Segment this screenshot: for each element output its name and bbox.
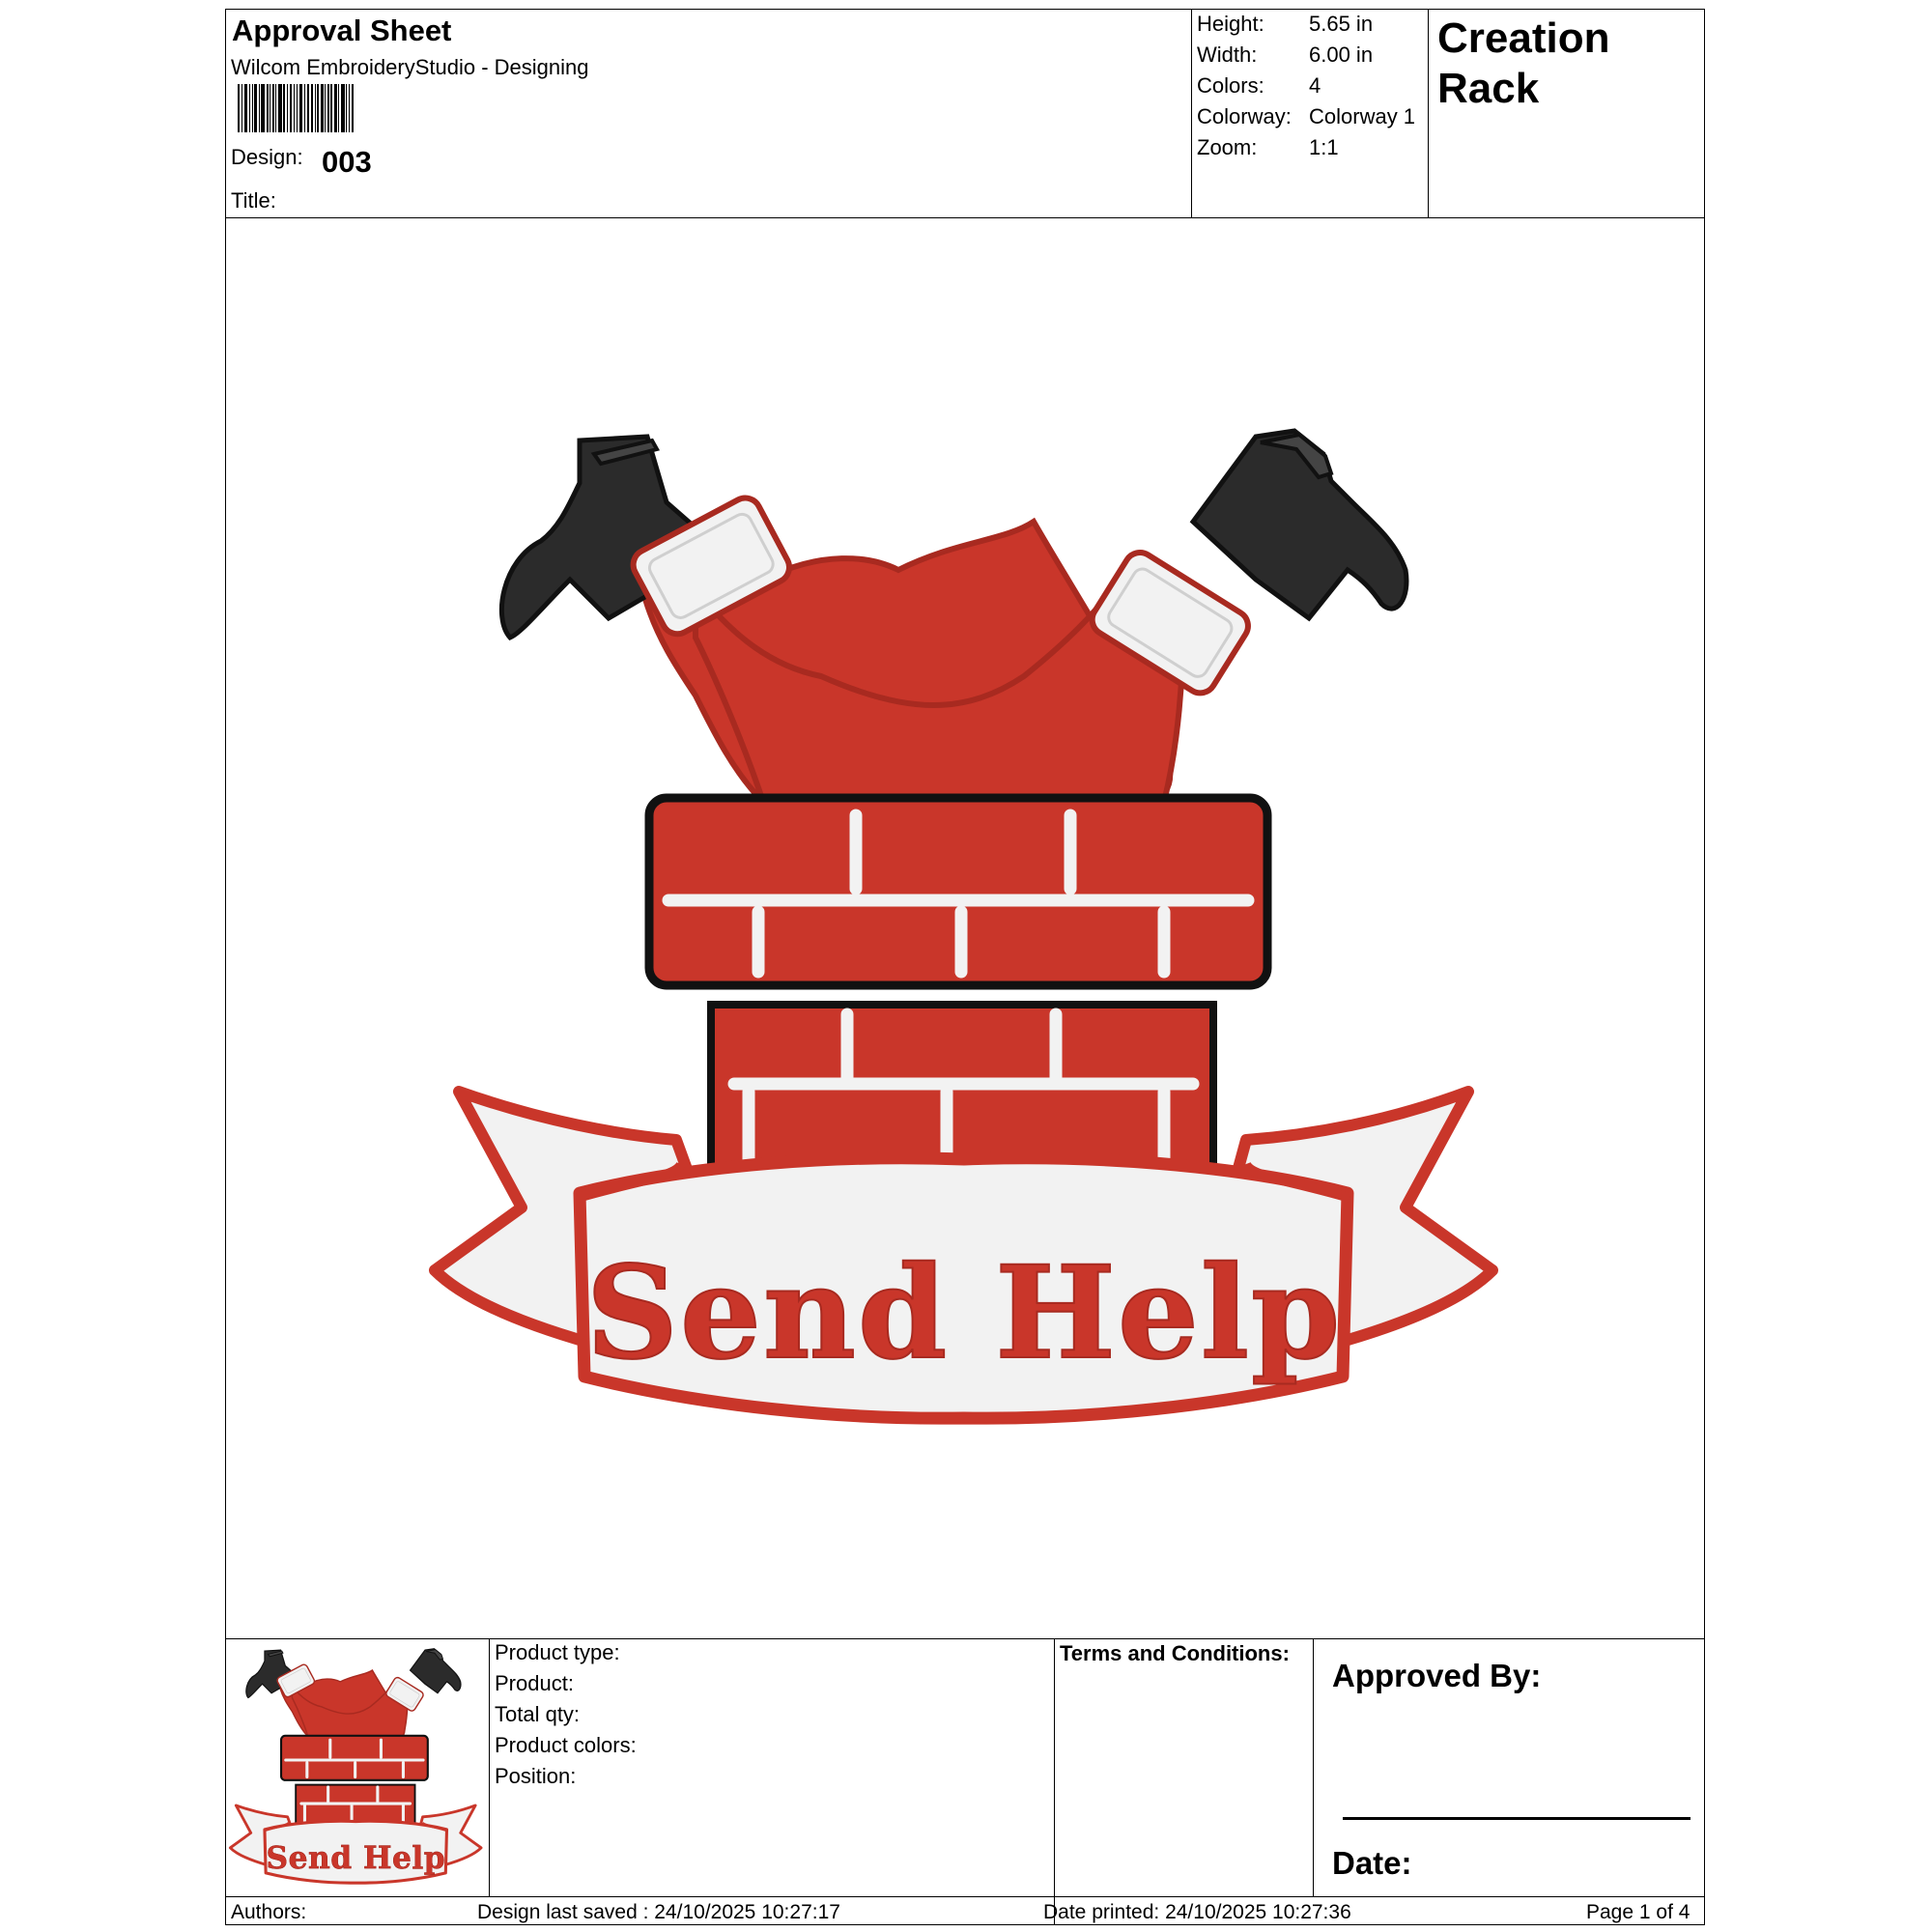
colorway-label: Colorway: <box>1197 104 1292 128</box>
approved-by-label: Approved By: <box>1332 1658 1542 1693</box>
zoom-label: Zoom: <box>1197 135 1258 159</box>
design-number: 003 <box>322 145 372 179</box>
thumbnail-banner-text: Send Help <box>266 1841 446 1877</box>
design-thumbnail <box>228 1642 487 1895</box>
date-label: Date: <box>1332 1845 1412 1881</box>
product-colors-label: Product colors: <box>495 1733 637 1757</box>
santa-chimney-design <box>435 431 1492 1418</box>
position-label: Position: <box>495 1764 577 1788</box>
colors-label: Colors: <box>1197 73 1264 98</box>
page-number: Page 1 of 4 <box>1586 1901 1690 1923</box>
colorway-value: Colorway 1 <box>1309 104 1416 128</box>
product-type-label: Product type: <box>495 1640 620 1664</box>
zoom-value: 1:1 <box>1309 135 1339 159</box>
company-name-line1: Creation <box>1437 14 1610 62</box>
title-label: Title: <box>231 188 276 213</box>
total-qty-label: Total qty: <box>495 1702 581 1726</box>
right-boot <box>1193 431 1406 618</box>
last-saved: Design last saved : 24/10/2025 10:27:17 <box>477 1901 840 1923</box>
sheet-title: Approval Sheet <box>232 14 452 47</box>
height-value: 5.65 in <box>1309 12 1374 36</box>
height-label: Height: <box>1197 12 1264 36</box>
terms-label: Terms and Conditions: <box>1060 1641 1290 1665</box>
software-name: Wilcom EmbroideryStudio - Designing <box>231 55 589 79</box>
design-label: Design: <box>231 145 303 169</box>
colors-value: 4 <box>1309 73 1321 98</box>
company-name-line2: Rack <box>1437 65 1540 112</box>
width-value: 6.00 in <box>1309 43 1374 67</box>
date-printed: Date printed: 24/10/2025 10:27:36 <box>1043 1901 1351 1923</box>
signature-line <box>1343 1817 1690 1820</box>
width-label: Width: <box>1197 43 1258 67</box>
product-label: Product: <box>495 1671 574 1695</box>
banner-text: Send Help <box>585 1238 1343 1388</box>
authors-label: Authors: <box>231 1901 307 1923</box>
